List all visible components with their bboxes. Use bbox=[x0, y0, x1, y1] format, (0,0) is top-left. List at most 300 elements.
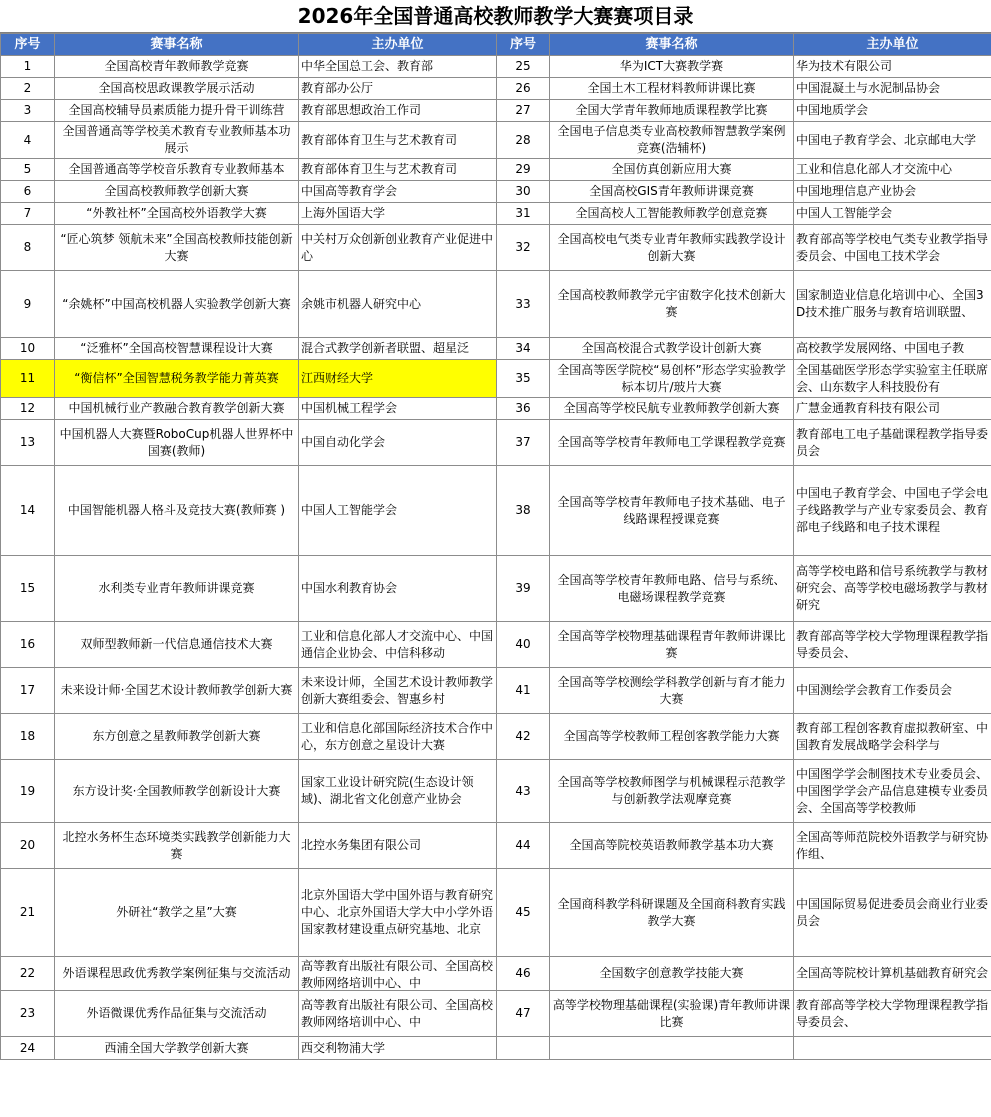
organizer: 教育部办公厅 bbox=[301, 81, 374, 95]
row-number-cell bbox=[1, 271, 55, 338]
organizer-cell bbox=[794, 668, 991, 714]
organizer: 国家工业设计研究院(生态设计领域)、湖北省文化创意产业协会 bbox=[301, 775, 474, 806]
row-number: 32 bbox=[515, 240, 531, 254]
organizer-cell bbox=[794, 78, 991, 100]
organizer: 教育部思想政治工作司 bbox=[301, 103, 422, 117]
competition-name-cell bbox=[55, 271, 299, 338]
organizer: 中国水利教育协会 bbox=[301, 581, 398, 595]
organizer: 中国地质学会 bbox=[796, 103, 869, 117]
organizer-cell bbox=[299, 823, 497, 869]
organizer-cell bbox=[299, 714, 497, 760]
row-number: 4 bbox=[23, 132, 32, 147]
competition-name-cell bbox=[550, 338, 794, 360]
competition-name: 全国高校辅导员素质能力提升骨干训练营 bbox=[68, 103, 285, 117]
table-body bbox=[1, 56, 991, 1060]
row-number-cell bbox=[1, 78, 55, 100]
organizer: 教育部工程创客教育虚拟教研室、中国教育发展战略学会科学与 bbox=[796, 720, 989, 752]
competition-name-cell bbox=[550, 122, 794, 159]
organizer: 教育部体育卫生与艺术教育司 bbox=[301, 132, 458, 147]
organizer: 教育部高等学校大学物理课程教学指导委员会、 bbox=[796, 997, 989, 1029]
row-number-cell bbox=[497, 225, 550, 271]
row-number-cell bbox=[1, 622, 55, 668]
table-row bbox=[1, 556, 991, 622]
organizer: 中国国际贸易促进委员会商业行业委员会 bbox=[796, 896, 989, 928]
organizer-cell bbox=[299, 398, 497, 420]
competition-table bbox=[0, 33, 991, 1060]
organizer: 中国高等教育学会 bbox=[301, 184, 398, 198]
organizer-cell bbox=[299, 360, 497, 398]
competition-name: 全国高等学校民航专业教师教学创新大赛 bbox=[563, 401, 780, 415]
organizer: 高等教育出版社有限公司、全国高校教师网络培训中心、中 bbox=[301, 958, 494, 990]
row-number: 22 bbox=[19, 966, 36, 980]
row-number: 36 bbox=[515, 401, 531, 415]
row-number: 8 bbox=[23, 240, 32, 254]
competition-name-cell bbox=[55, 181, 299, 203]
competition-name-cell bbox=[550, 466, 794, 556]
table-row bbox=[1, 78, 991, 100]
row-number-cell bbox=[497, 360, 550, 398]
competition-name-cell bbox=[550, 714, 794, 760]
competition-name: 未来设计师·全国艺术设计教师教学创新大赛 bbox=[60, 683, 293, 697]
competition-name-cell bbox=[55, 420, 299, 466]
row-number: 40 bbox=[515, 637, 531, 651]
competition-name-cell bbox=[55, 122, 299, 159]
competition-name: 全国高等学校教师图学与机械课程示范教学与创新教学法观摩竞赛 bbox=[557, 775, 786, 806]
organizer: 中国混凝土与水泥制品协会 bbox=[796, 81, 941, 95]
row-number-cell bbox=[1, 203, 55, 225]
row-number: 35 bbox=[515, 371, 531, 385]
competition-name-cell bbox=[55, 1037, 299, 1060]
row-number-cell bbox=[1, 360, 55, 398]
competition-name: 全国高等院校英语教师教学基本功大赛 bbox=[569, 838, 774, 852]
row-number-cell bbox=[1, 869, 55, 957]
row-number-cell bbox=[1, 225, 55, 271]
table-row bbox=[1, 1037, 991, 1060]
row-number: 27 bbox=[515, 103, 531, 117]
organizer-cell bbox=[299, 957, 497, 991]
competition-name-cell bbox=[55, 78, 299, 100]
organizer: 工业和信息化部国际经济技术合作中心，东方创意之星设计大赛 bbox=[301, 720, 494, 752]
row-number: 28 bbox=[515, 132, 531, 147]
competition-name-cell bbox=[550, 823, 794, 869]
row-number-cell bbox=[497, 100, 550, 122]
row-number: 7 bbox=[23, 206, 32, 220]
organizer-cell bbox=[299, 466, 497, 556]
organizer: 教育部体育卫生与艺术教育司 bbox=[301, 162, 458, 176]
row-number-cell bbox=[497, 869, 550, 957]
competition-name-cell bbox=[550, 271, 794, 338]
table-row bbox=[1, 338, 991, 360]
organizer: 中国人工智能学会 bbox=[301, 503, 398, 517]
organizer-cell bbox=[299, 271, 497, 338]
competition-name: 全国高等学校青年教师电工学课程教学竞赛 bbox=[557, 435, 786, 449]
competition-name-cell bbox=[550, 398, 794, 420]
header-org-right: 主办单位 bbox=[794, 34, 991, 56]
row-number-cell bbox=[497, 957, 550, 991]
competition-name: 全国大学青年教师地质课程教学比赛 bbox=[575, 103, 768, 117]
organizer: 中国地理信息产业协会 bbox=[796, 184, 917, 198]
organizer-cell bbox=[794, 338, 991, 360]
row-number-cell bbox=[497, 181, 550, 203]
row-number-cell bbox=[497, 398, 550, 420]
competition-name: 外语微课优秀作品征集与交流活动 bbox=[86, 1006, 267, 1020]
row-number-cell bbox=[1, 556, 55, 622]
competition-name: “匠心筑梦 领航未来”全国高校教师技能创新大赛 bbox=[60, 231, 293, 263]
table-row bbox=[1, 957, 991, 991]
row-number-cell bbox=[497, 122, 550, 159]
row-number-cell bbox=[497, 714, 550, 760]
table-row bbox=[1, 466, 991, 556]
competition-name-cell bbox=[55, 760, 299, 823]
table-row bbox=[1, 159, 991, 181]
organizer: 余姚市机器人研究中心 bbox=[301, 296, 422, 311]
organizer-cell bbox=[794, 360, 991, 398]
row-number: 5 bbox=[23, 162, 32, 176]
row-number-cell bbox=[1, 398, 55, 420]
row-number-cell bbox=[497, 420, 550, 466]
header-no: 序号 bbox=[1, 34, 55, 56]
organizer-cell bbox=[794, 556, 991, 622]
row-number: 15 bbox=[19, 581, 36, 595]
organizer: 工业和信息化部人才交流中心 bbox=[796, 162, 953, 176]
row-number: 29 bbox=[515, 162, 531, 176]
header-row bbox=[1, 34, 991, 56]
row-number-cell bbox=[1, 668, 55, 714]
organizer: 教育部高等学校电气类专业教学指导委员会、中国电工技术学会 bbox=[796, 231, 989, 263]
organizer-cell bbox=[794, 466, 991, 556]
row-number: 33 bbox=[515, 296, 531, 311]
row-number-cell bbox=[497, 991, 550, 1037]
organizer: 混合式教学创新者联盟、超星泛 bbox=[301, 341, 470, 355]
competition-name: 中国机器人大赛暨RoboCup机器人世界杯中国赛(教师) bbox=[59, 426, 294, 458]
organizer-cell bbox=[794, 714, 991, 760]
row-number: 37 bbox=[515, 435, 531, 449]
organizer-cell bbox=[794, 398, 991, 420]
organizer: 华为技术有限公司 bbox=[796, 59, 893, 73]
competition-name: 全国高校教师教学元宇宙数字化技术创新大赛 bbox=[557, 288, 786, 319]
competition-name: “泛雅杯”全国高校智慧课程设计大赛 bbox=[80, 341, 273, 355]
competition-name: 全国高等学校青年教师电路、信号与系统、电磁场课程教学竞赛 bbox=[557, 572, 786, 604]
row-number: 10 bbox=[19, 341, 36, 355]
row-number-cell bbox=[1, 100, 55, 122]
competition-name: 外语课程思政优秀教学案例征集与交流活动 bbox=[62, 966, 291, 980]
row-number: 11 bbox=[19, 371, 36, 385]
table-row bbox=[1, 398, 991, 420]
table-row bbox=[1, 760, 991, 823]
header-name-right: 赛事名称 bbox=[550, 34, 794, 56]
competition-name: 双师型教师新一代信息通信技术大赛 bbox=[80, 637, 273, 651]
row-number: 30 bbox=[515, 184, 531, 198]
row-number-cell bbox=[1, 420, 55, 466]
row-number-cell bbox=[1, 122, 55, 159]
competition-name-cell bbox=[550, 56, 794, 78]
competition-name-cell bbox=[55, 225, 299, 271]
organizer-cell bbox=[299, 78, 497, 100]
row-number-cell bbox=[1, 338, 55, 360]
competition-name: 西浦全国大学教学创新大赛 bbox=[104, 1040, 249, 1055]
organizer: 工业和信息化部人才交流中心、中国通信企业协会、中信科移动 bbox=[301, 628, 494, 660]
row-number-cell bbox=[1, 823, 55, 869]
competition-name: 全国电子信息类专业高校教师智慧教学案例竞赛(浩辅杯) bbox=[557, 124, 786, 155]
competition-name: 全国高校混合式教学设计创新大赛 bbox=[581, 341, 762, 355]
row-number: 2 bbox=[23, 81, 32, 95]
competition-name-cell bbox=[550, 991, 794, 1037]
row-number-cell bbox=[1, 159, 55, 181]
row-number: 21 bbox=[19, 905, 36, 919]
row-number-cell bbox=[1, 466, 55, 556]
organizer-cell bbox=[299, 1037, 497, 1060]
organizer-cell bbox=[794, 271, 991, 338]
organizer: 中国测绘学会教育工作委员会 bbox=[796, 683, 953, 697]
row-number-cell bbox=[1, 957, 55, 991]
competition-name: 华为ICT大赛教学赛 bbox=[619, 59, 724, 73]
competition-name: 全国高校思政课教学展示活动 bbox=[98, 81, 255, 95]
table-row bbox=[1, 420, 991, 466]
competition-name: 中国智能机器人格斗及竞技大赛(教师赛 ) bbox=[67, 503, 286, 517]
organizer-cell bbox=[794, 869, 991, 957]
competition-name: 高等学校物理基础课程(实验课)青年教师讲课比赛 bbox=[552, 997, 791, 1029]
organizer: 中国电子教育学会、北京邮电大学 bbox=[796, 132, 977, 147]
row-number-cell bbox=[1, 56, 55, 78]
header-no-right: 序号 bbox=[497, 34, 550, 56]
row-number-cell bbox=[497, 56, 550, 78]
row-number: 25 bbox=[515, 59, 531, 73]
row-number-cell bbox=[497, 556, 550, 622]
competition-name: 全国仿真创新应用大赛 bbox=[611, 162, 732, 176]
competition-name: 水利类专业青年教师讲课竞赛 bbox=[98, 581, 255, 595]
table-row bbox=[1, 714, 991, 760]
table-row bbox=[1, 271, 991, 338]
competition-name-cell bbox=[55, 991, 299, 1037]
competition-name-cell bbox=[55, 869, 299, 957]
competition-name: “外教社杯”全国高校外语教学大赛 bbox=[86, 206, 267, 220]
organizer-cell bbox=[299, 159, 497, 181]
organizer-cell bbox=[794, 991, 991, 1037]
competition-name: “衡信杯”全国智慧税务教学能力菁英赛 bbox=[74, 371, 279, 385]
organizer: 高等教育出版社有限公司、全国高校教师网络培训中心、中 bbox=[301, 997, 494, 1029]
organizer-cell bbox=[794, 420, 991, 466]
organizer-cell bbox=[299, 338, 497, 360]
competition-name-cell bbox=[550, 100, 794, 122]
competition-name: 全国高校人工智能教师教学创意竞赛 bbox=[575, 206, 768, 220]
competition-name: 全国普通高等学校音乐教育专业教师基本 bbox=[68, 162, 285, 176]
row-number: 26 bbox=[515, 81, 531, 95]
competition-name: 中国机械行业产教融合教育教学创新大赛 bbox=[68, 401, 285, 415]
competition-name-cell bbox=[550, 869, 794, 957]
organizer: 全国高等院校计算机基础教育研究会 bbox=[796, 966, 989, 980]
row-number-cell bbox=[497, 78, 550, 100]
organizer-cell bbox=[794, 122, 991, 159]
row-number: 34 bbox=[515, 341, 531, 355]
competition-name-cell bbox=[55, 466, 299, 556]
row-number: 47 bbox=[515, 1006, 531, 1020]
competition-name-cell bbox=[55, 360, 299, 398]
competition-name-cell bbox=[550, 668, 794, 714]
organizer-cell bbox=[299, 991, 497, 1037]
organizer-cell bbox=[794, 159, 991, 181]
competition-name-cell bbox=[55, 159, 299, 181]
competition-name: 全国高等学校测绘学科教学创新与育才能力大赛 bbox=[557, 674, 786, 706]
competition-name: 全国高校教师教学创新大赛 bbox=[104, 184, 249, 198]
table-row bbox=[1, 622, 991, 668]
table-row bbox=[1, 869, 991, 957]
organizer-cell bbox=[299, 668, 497, 714]
row-number: 6 bbox=[23, 184, 32, 198]
competition-name-cell bbox=[55, 338, 299, 360]
row-number-cell bbox=[1, 1037, 55, 1060]
row-number: 20 bbox=[19, 838, 36, 852]
row-number: 1 bbox=[23, 59, 32, 73]
competition-name-cell bbox=[550, 556, 794, 622]
row-number: 12 bbox=[19, 401, 36, 415]
row-number: 14 bbox=[19, 503, 36, 517]
competition-name: 外研社“教学之星”大赛 bbox=[116, 905, 237, 919]
competition-name-cell bbox=[55, 100, 299, 122]
row-number-cell bbox=[497, 338, 550, 360]
organizer: 未来设计师，全国艺术设计教师教学创新大赛组委会、智惠乡村 bbox=[301, 674, 494, 706]
organizer: 江西财经大学 bbox=[301, 371, 374, 385]
row-number: 19 bbox=[19, 783, 36, 798]
competition-name: 全国高校青年教师教学竞赛 bbox=[104, 59, 249, 73]
table-row bbox=[1, 668, 991, 714]
competition-name: 全国普通高等学校美术教育专业教师基本功展示 bbox=[62, 124, 291, 155]
row-number: 16 bbox=[19, 637, 36, 651]
competition-name: 全国高等学校教师工程创客教学能力大赛 bbox=[563, 729, 780, 743]
organizer: 广慧金通教育科技有限公司 bbox=[796, 401, 941, 415]
organizer: 中国图学学会制图技术专业委员会、中国图学学会产品信息建模专业委员会、全国高等学校教师 bbox=[796, 766, 989, 815]
row-number: 38 bbox=[515, 503, 531, 517]
organizer: 全国高等师范院校外语教学与研究协作组、 bbox=[796, 829, 989, 861]
organizer-cell bbox=[794, 225, 991, 271]
organizer: 中国自动化学会 bbox=[301, 435, 386, 449]
organizer: 全国基础医学形态学实验室主任联席会、山东数字人科技股份有 bbox=[796, 362, 989, 394]
table-row bbox=[1, 122, 991, 159]
competition-name-cell bbox=[550, 760, 794, 823]
competition-name-cell bbox=[550, 360, 794, 398]
competition-name-cell bbox=[550, 420, 794, 466]
row-number: 3 bbox=[23, 103, 32, 117]
organizer: 中国电子教育学会、中国电子学会电子线路教学与产业专家委员会、教育部电子线路和电子技术课程 bbox=[796, 486, 989, 534]
organizer-cell bbox=[299, 225, 497, 271]
row-number: 43 bbox=[515, 783, 531, 798]
row-number: 17 bbox=[19, 683, 36, 697]
row-number-cell bbox=[497, 203, 550, 225]
organizer-cell bbox=[299, 100, 497, 122]
row-number-cell bbox=[1, 181, 55, 203]
competition-name-cell bbox=[55, 398, 299, 420]
competition-name: 全国高等医学院校“易创杯”形态学实验教学标本切片/玻片大赛 bbox=[557, 362, 786, 394]
row-number-cell bbox=[497, 823, 550, 869]
organizer-cell bbox=[299, 181, 497, 203]
organizer-cell bbox=[794, 56, 991, 78]
organizer: 西交利物浦大学 bbox=[301, 1040, 386, 1055]
table-row bbox=[1, 225, 991, 271]
competition-name: 全国土木工程材料教师讲课比赛 bbox=[587, 81, 756, 95]
organizer-cell bbox=[794, 100, 991, 122]
organizer: 中华全国总工会、教育部 bbox=[301, 59, 434, 73]
competition-name: 全国高等学校物理基础课程青年教师讲课比赛 bbox=[557, 628, 786, 660]
competition-name: 东方设计奖·全国教师教学创新设计大赛 bbox=[72, 783, 281, 798]
organizer-cell bbox=[794, 181, 991, 203]
row-number-cell bbox=[1, 760, 55, 823]
organizer-cell bbox=[794, 622, 991, 668]
competition-name-cell bbox=[550, 203, 794, 225]
table-row bbox=[1, 360, 991, 398]
table-row bbox=[1, 991, 991, 1037]
competition-name-cell bbox=[550, 181, 794, 203]
competition-name-cell bbox=[550, 225, 794, 271]
header-org: 主办单位 bbox=[299, 34, 497, 56]
organizer-cell bbox=[794, 823, 991, 869]
organizer-cell bbox=[299, 760, 497, 823]
organizer: 中国人工智能学会 bbox=[796, 206, 893, 220]
table-row bbox=[1, 823, 991, 869]
organizer: 北京外国语大学中国外语与教育研究中心、北京外国语大学大中小学外语国家教材建设重点研究基地、北京 bbox=[301, 888, 494, 936]
competition-name-cell bbox=[55, 56, 299, 78]
competition-name-cell bbox=[55, 622, 299, 668]
organizer: 高等学校电路和信号系统教学与教材研究会、高等学校电磁场教学与教材研究 bbox=[796, 564, 989, 612]
row-number-cell bbox=[497, 1037, 550, 1060]
row-number-cell bbox=[497, 466, 550, 556]
row-number: 31 bbox=[515, 206, 531, 220]
organizer-cell bbox=[299, 203, 497, 225]
organizer-cell bbox=[794, 957, 991, 991]
organizer: 国家制造业信息化培训中心、全国3D技术推广服务与教育培训联盟、 bbox=[796, 288, 984, 319]
competition-name-cell bbox=[550, 1037, 794, 1060]
organizer-cell bbox=[299, 56, 497, 78]
row-number-cell bbox=[497, 271, 550, 338]
organizer-cell bbox=[794, 760, 991, 823]
competition-name: 全国数字创意教学技能大赛 bbox=[599, 966, 744, 980]
row-number: 46 bbox=[515, 966, 531, 980]
competition-name: 北控水务杯生态环境类实践教学创新能力大赛 bbox=[62, 829, 291, 861]
row-number-cell bbox=[497, 668, 550, 714]
organizer-cell bbox=[299, 122, 497, 159]
row-number: 18 bbox=[19, 729, 36, 743]
row-number: 9 bbox=[23, 296, 32, 311]
competition-name-cell bbox=[55, 668, 299, 714]
header-name: 赛事名称 bbox=[55, 34, 299, 56]
competition-name: 全国高校电气类专业青年教师实践教学设计创新大赛 bbox=[557, 231, 786, 263]
row-number-cell bbox=[497, 159, 550, 181]
organizer: 高校教学发展网络、中国电子教 bbox=[796, 341, 965, 355]
row-number: 44 bbox=[515, 838, 531, 852]
organizer: 中关村万众创新创业教育产业促进中心 bbox=[301, 231, 494, 263]
competition-name: 全国高校GIS青年教师讲课竞赛 bbox=[589, 184, 754, 198]
row-number: 13 bbox=[19, 435, 36, 449]
organizer-cell bbox=[299, 622, 497, 668]
table-row bbox=[1, 56, 991, 78]
competition-name-cell bbox=[55, 957, 299, 991]
row-number: 45 bbox=[515, 905, 531, 919]
row-number: 41 bbox=[515, 683, 531, 697]
row-number: 24 bbox=[19, 1040, 36, 1055]
organizer-cell bbox=[794, 1037, 991, 1060]
competition-name-cell bbox=[550, 622, 794, 668]
organizer-cell bbox=[794, 203, 991, 225]
organizer-cell bbox=[299, 420, 497, 466]
organizer: 北控水务集团有限公司 bbox=[301, 838, 422, 852]
row-number-cell bbox=[497, 760, 550, 823]
competition-name-cell bbox=[550, 159, 794, 181]
organizer: 教育部电工电子基础课程教学指导委员会 bbox=[796, 426, 989, 458]
competition-name: “余姚杯”中国高校机器人实验教学创新大赛 bbox=[62, 296, 291, 311]
row-number-cell bbox=[1, 991, 55, 1037]
table-row bbox=[1, 100, 991, 122]
competition-name: 东方创意之星教师教学创新大赛 bbox=[92, 729, 261, 743]
competition-name-cell bbox=[55, 556, 299, 622]
page-title: 2026年全国普通高校教师教学大赛赛项目录 bbox=[0, 0, 991, 33]
